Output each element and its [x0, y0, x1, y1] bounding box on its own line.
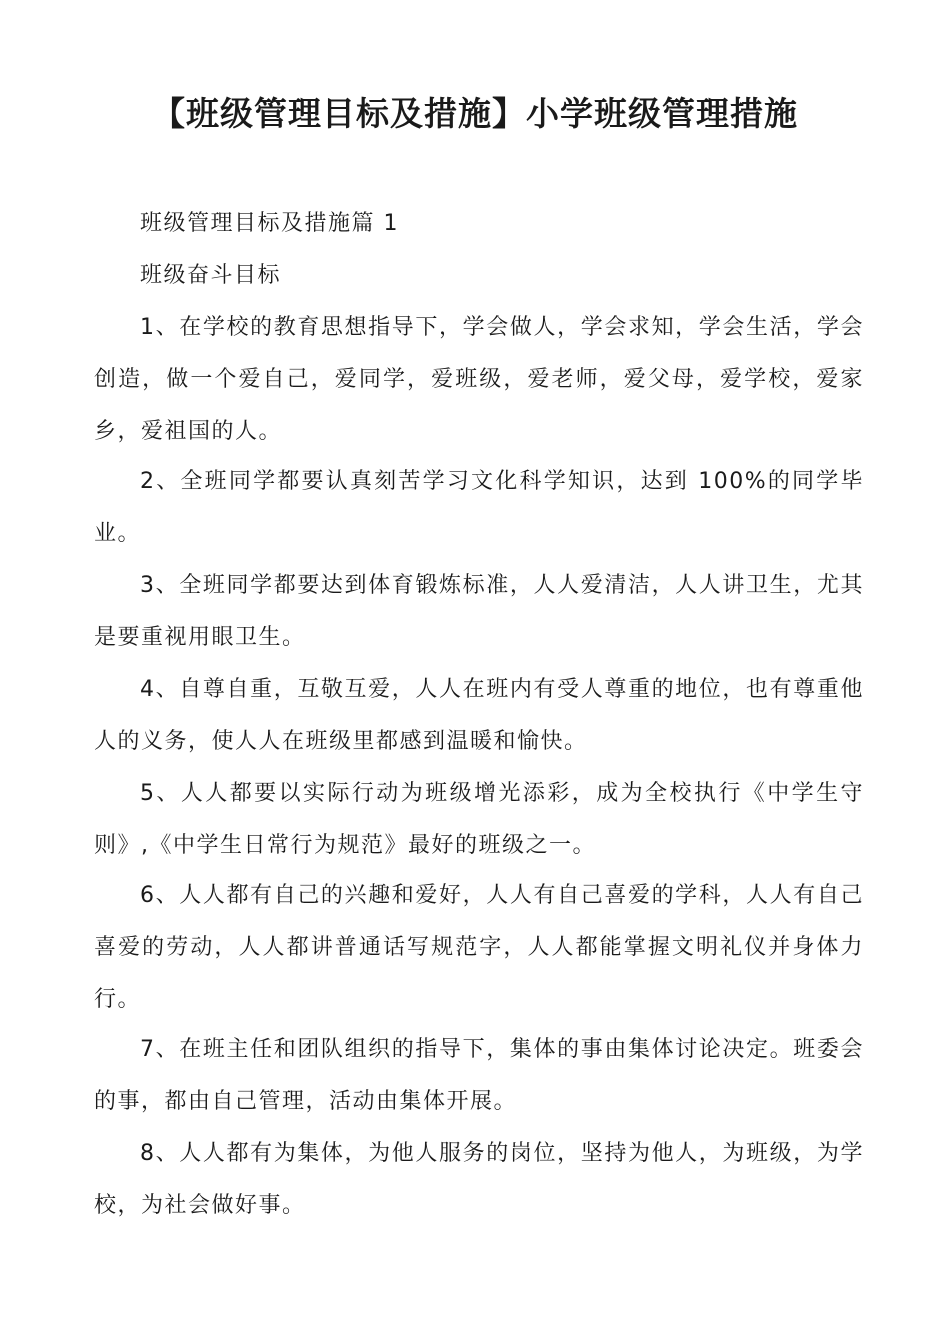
paragraph-goal-1: 1、在学校的教育思想指导下，学会做人，学会求知，学会生活，学会创造，做一个爱自己，爱同学，爱班级，爱老师，爱父母，爱学校，爱家乡，爱祖国的人。 — [94, 315, 864, 444]
sub-heading: 班级奋斗目标 — [140, 263, 282, 288]
document-title: 【班级管理目标及措施】小学班级管理措施 — [152, 94, 798, 133]
paragraph-goal-5: 5、人人都要以实际行动为班级增光添彩，成为全校执行《中学生守则》,《中学生日常行为规范》最好的班级之一。 — [94, 781, 864, 858]
paragraph-goal-6: 6、人人都有自己的兴趣和爱好，人人有自己喜爱的学科，人人有自己喜爱的劳动，人人都讲普通话写规范字，人人都能掌握文明礼仪并身体力行。 — [94, 883, 864, 1012]
paragraph-goal-8: 8、人人都有为集体，为他人服务的岗位，坚持为他人，为班级，为学校，为社会做好事。 — [94, 1141, 864, 1218]
paragraph-goal-4: 4、自尊自重，互敬互爱，人人在班内有受人尊重的地位，也有尊重他人的义务，使人人在班级里都感到温暖和愉快。 — [94, 677, 864, 754]
section-heading: 班级管理目标及措施篇 1 — [140, 211, 399, 236]
paragraph-goal-2: 2、全班同学都要认真刻苦学习文化科学知识，达到 100%的同学毕业。 — [94, 469, 864, 546]
paragraph-goal-7: 7、在班主任和团队组织的指导下，集体的事由集体讨论决定。班委会的事，都由自己管理，活动由集体开展。 — [94, 1037, 864, 1114]
paragraph-goal-3: 3、全班同学都要达到体育锻炼标准，人人爱清洁，人人讲卫生，尤其是要重视用眼卫生。 — [94, 573, 864, 650]
